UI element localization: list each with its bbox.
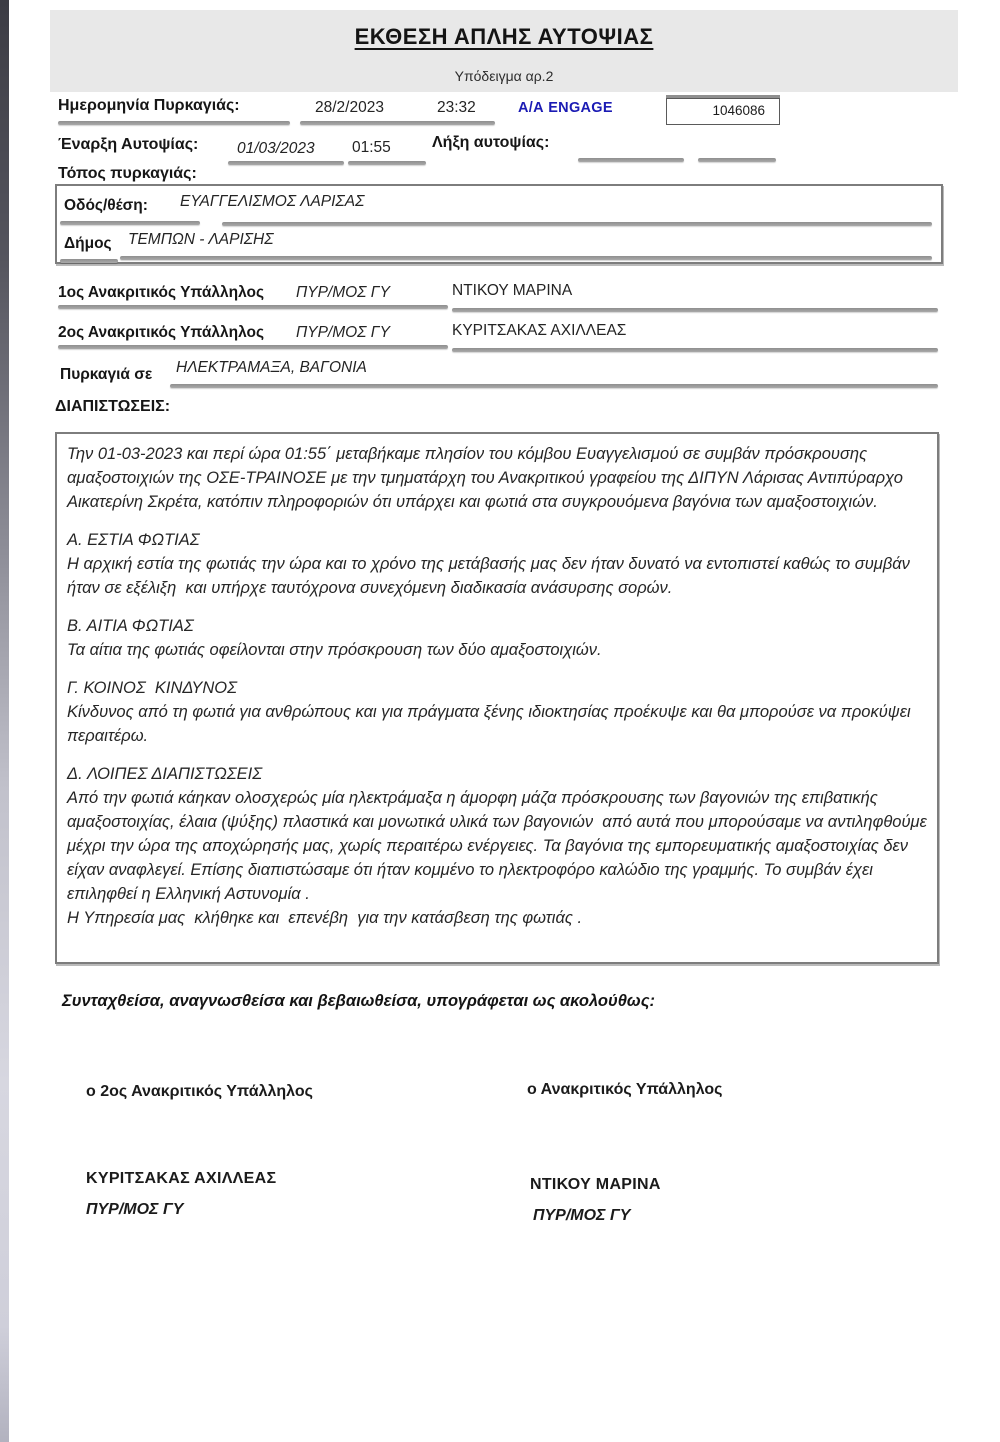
officer1-label: 1ος Ανακριτικός Υπάλληλος [58,284,265,301]
findings-section-c [67,676,927,748]
officer2-label: 2ος Ανακριτικός Υπάλληλος [58,324,265,341]
signature-right-title: ο Ανακριτικός Υπάλληλος [527,1081,723,1098]
autopsy-start-label: Έναρξη Αυτοψίας: [58,136,199,153]
autopsy-end-time-blank [698,158,776,162]
municipality-value: ΤΕΜΠΩΝ - ΛΑΡΙΣΗΣ [128,231,274,248]
engage-number-box [666,98,780,125]
signature-left-title: ο 2ος Ανακριτικός Υπάλληλος [86,1083,313,1100]
street-label-underline [60,221,200,225]
autopsy-start-date: 01/03/2023 [237,140,315,157]
findings-section-d [67,762,932,906]
findings-section-b-heading: Β. ΑΙΤΙΑ ΦΩΤΙΑΣ [67,617,194,635]
fire-time-value: 23:32 [437,99,476,116]
findings-intro: Την 01-03-2023 και περί ώρα 01:55΄ μεταβήκαμε πλησίον του κόμβου Ευαγγελισμού σε συμβάν πρόσκρουσης αμαξοστοιχιών της ΟΣΕ-ΤΡΑΙΝΟΣΕ με την τμηματάρχη του Ανακριτικού γραφείου της ΔΙΠΥΝ Λάρισας Αντιπύραρχο Αικατερίνη Σκρέτα, κατόπιν πληροφοριών ότι υπάρχει και φωτιά στα συγκρουόμενα βαγόνια των αμαξοστοιχιών. [67,445,907,511]
autopsy-start-date-underline [228,161,344,165]
findings-closing: Η Υπηρεσία μας κλήθηκε και επενέβη για την κατάσβεση της φωτιάς . [67,909,583,927]
autopsy-end-date-blank [578,158,684,162]
officer1-name-underline [452,308,938,312]
officer2-name: ΚΥΡΙΤΣΑΚΑΣ ΑΧΙΛΛΕΑΣ [452,322,627,339]
title-band [50,10,958,92]
fire-in-value-underline [170,384,938,388]
signoff-statement: Συνταχθείσα, αναγνωσθείσα και βεβαιωθείσα, υπογράφεται ως ακολούθως: [62,992,655,1010]
findings-section-c-body: Κίνδυνος από τη φωτιά για ανθρώπους και για πράγματα ξένης ιδιοκτησίας προέκυψε και θα μπορούσε να προκύψει περαιτέρω. [67,703,916,745]
findings-section-b-body: Τα αίτια της φωτιάς οφείλονται στην πρόσκρουση των δύο αμαξοστοιχιών. [67,641,602,659]
fire-date-value: 28/2/2023 [315,99,384,116]
officer2-rank: ΠΥΡ/ΜΟΣ ΓΥ [296,324,390,341]
fire-date-value-underline [300,121,495,125]
fire-place-label: Τόπος πυρκαγιάς: [58,165,197,182]
page-title: ΕΚΘΕΣΗ ΑΠΛΗΣ ΑΥΤΟΨΙΑΣ [354,24,654,49]
findings-box [55,432,939,964]
officer2-label-underline [58,345,448,349]
signature-right-name: ΝΤΙΚΟΥ ΜΑΡΙΝΑ [530,1176,661,1193]
findings-section-d-heading: Δ. ΛΟΙΠΕΣ ΔΙΑΠΙΣΤΩΣΕΙΣ [67,765,263,783]
autopsy-start-time-underline [348,161,426,165]
signature-left-rank: ΠΥΡ/ΜΟΣ ΓΥ [86,1201,184,1218]
officer1-rank: ΠΥΡ/ΜΟΣ ΓΥ [296,284,390,301]
engage-number: 1046086 [712,103,765,118]
officer2-name-underline [452,348,938,352]
page-subtitle: Υπόδειγμα αρ.2 [454,68,554,84]
signature-right-rank: ΠΥΡ/ΜΟΣ ΓΥ [533,1207,631,1224]
findings-section-a-body: Η αρχική εστία της φωτιάς την ώρα και το χρόνο της μετάβασής μας δεν ήταν δυνατό να εντοπιστεί καθώς το συμβάν ήταν σε εξέλιξη και υπήρχε ταυτόχρονα συνεχόμενη διαδικασία ανάσυρσης σορών. [67,555,915,597]
signature-left-name: ΚΥΡΙΤΣΑΚΑΣ ΑΧΙΛΛΕΑΣ [86,1170,277,1187]
municipality-value-underline [120,256,932,260]
autopsy-end-label: Λήξη αυτοψίας: [432,134,550,151]
street-value-underline [222,222,932,226]
findings-section-a [67,528,927,600]
street-label: Οδός/θέση: [64,197,148,214]
findings-section-b [67,614,927,662]
fire-date-label-underline [58,121,290,125]
fire-in-label: Πυρκαγιά σε [60,366,153,383]
municipality-label: Δήμος [64,235,112,252]
scan-edge-artifact [0,0,9,1442]
street-value: ΕΥΑΓΓΕΛΙΣΜΟΣ ΛΑΡΙΣΑΣ [180,193,365,210]
fire-date-label: Ημερομηνία Πυρκαγιάς: [58,97,240,114]
findings-section-c-heading: Γ. ΚΟΙΝΟΣ ΚΙΝΔΥΝΟΣ [67,679,238,697]
municipality-label-underline [60,259,118,263]
findings-label: ΔΙΑΠΙΣΤΩΣΕΙΣ: [55,398,171,415]
autopsy-start-time: 01:55 [352,139,391,156]
findings-section-a-heading: Α. ΕΣΤΙΑ ΦΩΤΙΑΣ [67,531,200,549]
fire-in-value: ΗΛΕΚΤΡΑΜΑΞΑ, ΒΑΓΟΝΙΑ [176,359,367,376]
findings-section-d-body: Από την φωτιά κάηκαν ολοσχερώς μία ηλεκτράμαξα η άμορφη μάζα πρόσκρουσης των βαγονιών της επιβατικής αμαξοστοιχίας, έλαια (ψύξης) πλαστικά και μονωτικά υλικά των βαγονιών από αυτά που μπορούσαμε να αντιληφθούμε μέχρι την ώρα της αποχώρησής μας, χωρίς περαιτέρω ενέργειες. Τα βαγόνια της εμπορευματικής αμαξοστοιχίας δεν είχαν αναφλεγεί. Επίσης διαπιστώσαμε ότι ήταν κομμένο το ηλεκτροφόρο καλώδιο της γραμμής. Το συμβάν έχει επιληφθεί η Ελληνική Αστυνομία . [67,789,932,903]
officer1-name: ΝΤΙΚΟΥ ΜΑΡΙΝΑ [452,282,573,299]
officer1-label-underline [58,305,448,309]
engage-label: Α/Α ENGAGE [518,100,613,116]
